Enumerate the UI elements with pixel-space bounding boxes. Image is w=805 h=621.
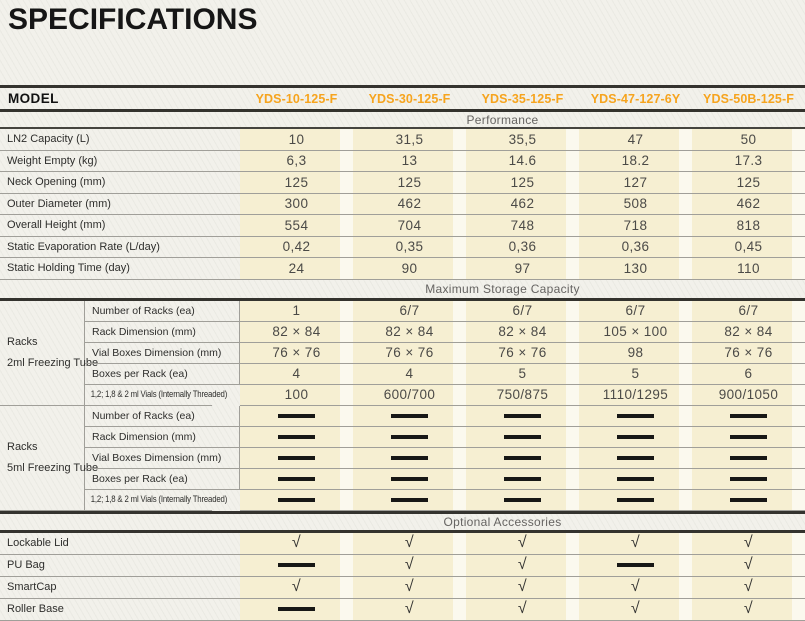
value-cell: 0,36	[466, 237, 579, 258]
dash-icon	[278, 456, 315, 460]
value-cell: 98	[579, 343, 692, 364]
value-cell	[579, 469, 692, 490]
value-cell: 125	[692, 172, 805, 193]
value-cell: 462	[353, 194, 466, 215]
value-cell: 100	[240, 385, 353, 406]
row-label: SmartCap	[7, 581, 57, 593]
value-cell	[353, 427, 466, 448]
model-name: YDS-47-127-6Y	[590, 91, 681, 106]
value-cell	[466, 469, 579, 490]
section-title: Maximum Storage Capacity	[425, 281, 580, 296]
check-icon: √	[579, 533, 692, 554]
dash-icon	[278, 435, 315, 439]
row-label: Boxes per Rack (ea)	[85, 469, 240, 490]
section-header-performance	[0, 112, 805, 129]
value-cell: 127	[579, 172, 692, 193]
check-icon: √	[353, 577, 466, 598]
value-cell	[466, 448, 579, 469]
value-cell: 1110/1295	[579, 385, 692, 406]
value-cell: 18.2	[579, 151, 692, 172]
row-label: Lockable Lid	[7, 537, 69, 549]
dash-icon	[504, 414, 541, 418]
value-cell	[579, 406, 692, 427]
table-row	[0, 555, 805, 577]
check-icon: √	[353, 533, 466, 554]
check-icon: √	[240, 577, 353, 598]
value-cell: 0,42	[240, 237, 353, 258]
section-header-accessories	[0, 514, 805, 530]
table-row	[0, 151, 805, 173]
row-label: Roller Base	[7, 603, 64, 615]
value-cell	[353, 448, 466, 469]
performance-rows	[0, 129, 805, 280]
value-cell	[692, 406, 805, 427]
dash-icon	[617, 477, 654, 481]
value-cell	[692, 448, 805, 469]
value-cell: 5	[466, 364, 579, 385]
value-cell	[466, 490, 579, 511]
dash-icon	[391, 435, 428, 439]
page-title: SPECIFICATIONS	[8, 3, 258, 36]
check-icon: √	[466, 577, 579, 598]
row-label: Rack Dimension (mm)	[85, 427, 240, 448]
value-cell: 704	[353, 215, 466, 236]
dash-icon	[617, 563, 654, 567]
value-cell	[579, 448, 692, 469]
dash-icon	[617, 435, 654, 439]
value-cell: 76 × 76	[692, 343, 805, 364]
row-label: Weight Empty (kg)	[7, 154, 98, 167]
value-cell: 90	[353, 258, 466, 279]
value-cell: 17.3	[692, 151, 805, 172]
dash-icon	[278, 563, 315, 567]
value-cell	[579, 555, 692, 576]
value-cell: 31,5	[353, 129, 466, 150]
value-cell: 748	[466, 215, 579, 236]
value-cell: 818	[692, 215, 805, 236]
row-label: 1,2; 1,8 & 2 ml Vials (Internally Threaded)	[85, 385, 212, 406]
dash-icon	[278, 607, 315, 611]
value-cell: 13	[353, 151, 466, 172]
dash-icon	[278, 414, 315, 418]
value-cell	[240, 599, 353, 620]
dash-icon	[730, 477, 767, 481]
check-icon: √	[579, 577, 692, 598]
dash-icon	[730, 435, 767, 439]
row-label: Vial Boxes Dimension (mm)	[85, 343, 240, 364]
value-cell: 35,5	[466, 129, 579, 150]
model-header-row	[0, 88, 805, 109]
value-cell: 6/7	[466, 301, 579, 322]
row-label: Overall Height (mm)	[7, 219, 106, 232]
row-label: 1,2; 1,8 & 2 ml Vials (Internally Threaded)	[85, 490, 212, 511]
row-label: Number of Racks (ea)	[85, 301, 240, 322]
value-cell	[692, 490, 805, 511]
table-row	[0, 215, 805, 237]
value-cell	[240, 490, 353, 511]
table-row	[0, 172, 805, 194]
value-cell	[579, 490, 692, 511]
value-cell	[466, 406, 579, 427]
section-header-storage	[0, 280, 805, 298]
row-label: PU Bag	[7, 559, 45, 571]
model-name: YDS-35-125-F	[481, 91, 564, 106]
dash-icon	[504, 477, 541, 481]
check-icon: √	[353, 555, 466, 576]
check-icon: √	[466, 599, 579, 620]
section-title: Performance	[466, 112, 539, 127]
value-cell: 82 × 84	[692, 322, 805, 343]
rack-group	[0, 301, 805, 406]
value-cell: 554	[240, 215, 353, 236]
value-cell: 82 × 84	[353, 322, 466, 343]
dash-icon	[730, 456, 767, 460]
row-label: Neck Opening (mm)	[7, 176, 106, 189]
value-cell: 462	[692, 194, 805, 215]
dash-icon	[391, 456, 428, 460]
value-cell: 1	[240, 301, 353, 322]
value-cell: 6/7	[353, 301, 466, 322]
value-cell: 718	[579, 215, 692, 236]
value-cell	[240, 555, 353, 576]
table-row	[0, 194, 805, 216]
value-cell	[240, 427, 353, 448]
model-name: YDS-10-125-F	[255, 91, 338, 106]
dash-icon	[730, 414, 767, 418]
model-name: YDS-30-125-F	[368, 91, 451, 106]
value-cell	[240, 448, 353, 469]
dash-icon	[504, 498, 541, 502]
value-cell: 300	[240, 194, 353, 215]
value-cell: 4	[240, 364, 353, 385]
value-cell: 24	[240, 258, 353, 279]
specifications-table	[0, 85, 805, 621]
value-cell	[353, 469, 466, 490]
value-cell: 76 × 76	[353, 343, 466, 364]
rack-group-label-line: 5ml Freezing Tube	[7, 461, 99, 474]
value-cell: 462	[466, 194, 579, 215]
table-row	[0, 533, 805, 555]
rack-group-label-line: Racks	[7, 335, 38, 348]
dash-icon	[730, 498, 767, 502]
value-cell	[353, 490, 466, 511]
value-cell: 82 × 84	[466, 322, 579, 343]
value-cell	[353, 406, 466, 427]
value-cell	[240, 406, 353, 427]
row-label: Vial Boxes Dimension (mm)	[85, 448, 240, 469]
value-cell: 125	[466, 172, 579, 193]
check-icon: √	[353, 599, 466, 620]
rack-group-label-line: 2ml Freezing Tube	[7, 356, 99, 369]
row-label: Static Evaporation Rate (L/day)	[7, 240, 160, 253]
value-cell: 0,36	[579, 237, 692, 258]
value-cell: 76 × 76	[466, 343, 579, 364]
row-label: Static Holding Time (day)	[7, 262, 130, 275]
row-label: LN2 Capacity (L)	[7, 133, 90, 146]
table-row	[0, 237, 805, 259]
dash-icon	[391, 414, 428, 418]
value-cell: 6/7	[579, 301, 692, 322]
value-cell: 130	[579, 258, 692, 279]
value-cell: 0,45	[692, 237, 805, 258]
value-cell: 97	[466, 258, 579, 279]
value-cell: 6,3	[240, 151, 353, 172]
value-cell: 47	[579, 129, 692, 150]
row-label: Rack Dimension (mm)	[85, 322, 240, 343]
table-row	[0, 258, 805, 280]
check-icon: √	[692, 577, 805, 598]
storage-groups	[0, 301, 805, 511]
value-cell: 76 × 76	[240, 343, 353, 364]
model-name: YDS-50B-125-F	[703, 91, 794, 106]
dash-icon	[391, 477, 428, 481]
value-cell: 4	[353, 364, 466, 385]
value-cell: 508	[579, 194, 692, 215]
table-row	[0, 599, 805, 621]
value-cell: 125	[240, 172, 353, 193]
value-cell: 125	[353, 172, 466, 193]
check-icon: √	[240, 533, 353, 554]
dash-icon	[617, 456, 654, 460]
check-icon: √	[466, 533, 579, 554]
dash-icon	[278, 498, 315, 502]
value-cell: 14.6	[466, 151, 579, 172]
rack-group	[0, 406, 805, 511]
value-cell: 6/7	[692, 301, 805, 322]
dash-icon	[391, 498, 428, 502]
check-icon: √	[466, 555, 579, 576]
value-cell: 50	[692, 129, 805, 150]
value-cell: 6	[692, 364, 805, 385]
dash-icon	[278, 477, 315, 481]
value-cell: 82 × 84	[240, 322, 353, 343]
row-label: Number of Racks (ea)	[85, 406, 240, 427]
check-icon: √	[692, 599, 805, 620]
check-icon: √	[579, 599, 692, 620]
rack-group-label	[0, 301, 99, 406]
model-header-label: MODEL	[8, 91, 59, 106]
section-title: Optional Accessories	[443, 514, 562, 529]
value-cell: 110	[692, 258, 805, 279]
dash-icon	[504, 435, 541, 439]
value-cell: 5	[579, 364, 692, 385]
dash-icon	[617, 414, 654, 418]
value-cell	[240, 469, 353, 490]
value-cell: 10	[240, 129, 353, 150]
check-icon: √	[692, 555, 805, 576]
rack-group-label-line: Racks	[7, 440, 38, 453]
accessories-rows	[0, 533, 805, 621]
rack-group-label	[0, 406, 99, 511]
row-label: Outer Diameter (mm)	[7, 197, 111, 210]
table-row	[0, 129, 805, 151]
value-cell: 900/1050	[692, 385, 805, 406]
value-cell	[692, 427, 805, 448]
value-cell: 0,35	[353, 237, 466, 258]
dash-icon	[617, 498, 654, 502]
value-cell	[692, 469, 805, 490]
dash-icon	[504, 456, 541, 460]
row-label: Boxes per Rack (ea)	[85, 364, 240, 385]
value-cell	[466, 427, 579, 448]
value-cell: 105 × 100	[579, 322, 692, 343]
table-row	[0, 577, 805, 599]
check-icon: √	[692, 533, 805, 554]
value-cell: 600/700	[353, 385, 466, 406]
value-cell	[579, 427, 692, 448]
value-cell: 750/875	[466, 385, 579, 406]
